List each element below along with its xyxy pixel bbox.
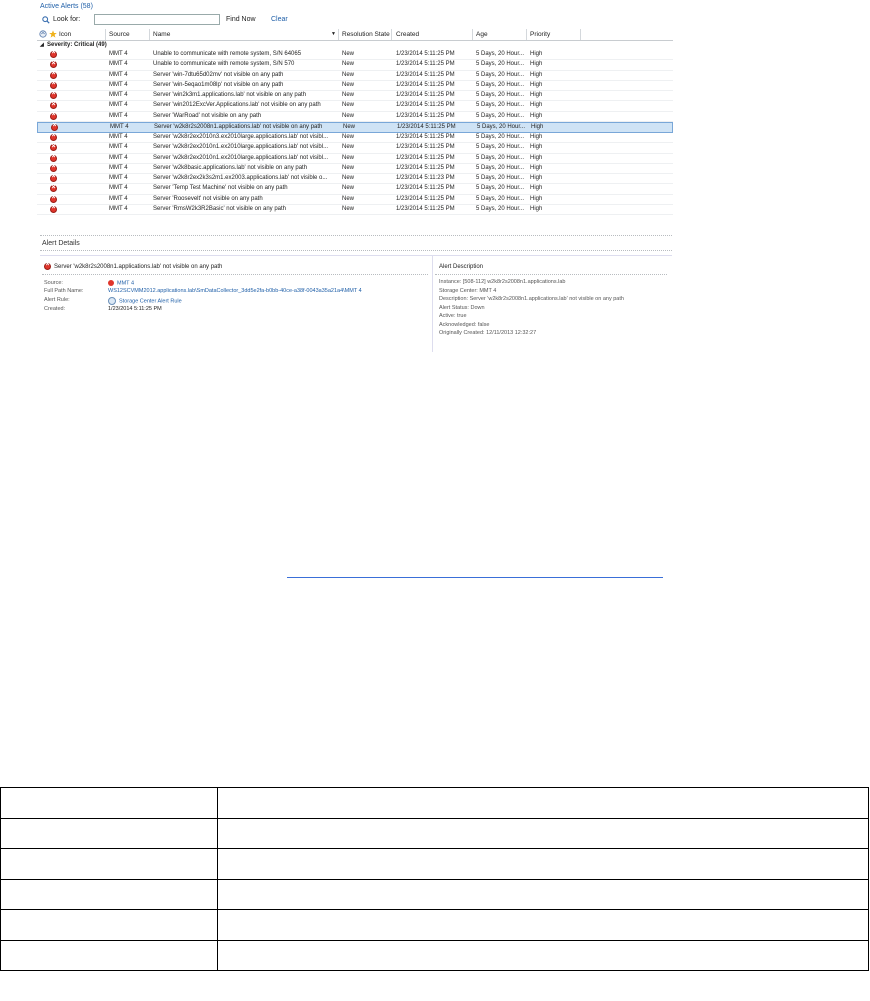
critical-alert-icon (50, 175, 57, 182)
description-line: Storage Center: MMT 4 (439, 287, 497, 294)
alert-description-text (439, 278, 624, 338)
cell-priority: High (530, 134, 543, 140)
cell-age: 5 Days, 20 Hour... (476, 61, 525, 68)
search-icon (42, 16, 50, 24)
alert-row[interactable] (37, 154, 673, 164)
cell-priority: High (530, 144, 543, 151)
cell-name: Server 'WarRoad' not visible on any path (153, 112, 262, 119)
table-row (1, 818, 869, 849)
rule-link[interactable]: Storage Center Alert Rule (119, 298, 182, 305)
critical-alert-icon (50, 113, 57, 120)
table-row (1, 910, 869, 941)
alert-row[interactable] (37, 184, 673, 194)
alert-details-left (40, 256, 433, 352)
created-label: Created: (44, 306, 66, 312)
cell-name: Server 'w2k8r2ex2010n1.ex2010large.applications.lab' not visibl... (153, 154, 329, 161)
cell-created: 1/23/2014 5:11:25 PM (396, 205, 455, 212)
column-header-name[interactable]: Name (153, 31, 171, 38)
cell-name: Server 'w2k8r2ex2k3s2m1.ex2003.applications.lab' not visible o... (153, 175, 328, 181)
alert-details-title: Alert Details (42, 240, 80, 247)
cell-priority: High (530, 71, 543, 78)
cell-resolution: New (342, 61, 355, 68)
description-line: Instance: [508-112] w2k8r2s2008n1.applications.lab (439, 279, 566, 285)
table-cell (1, 818, 218, 849)
alert-row[interactable] (37, 143, 673, 153)
cell-source: MMT 4 (110, 123, 129, 130)
table-cell (218, 910, 869, 941)
cell-source: MMT 4 (109, 195, 128, 202)
alert-row[interactable] (37, 91, 673, 101)
alert-rows (37, 50, 673, 215)
table-cell (1, 910, 218, 941)
critical-alert-icon (50, 144, 57, 151)
cell-priority: High (530, 164, 543, 171)
state-filter-icon[interactable] (39, 30, 47, 38)
description-line: Originally Created: 12/11/2013 12:32:27 (439, 330, 537, 336)
cell-resolution: New (342, 205, 355, 212)
column-header-priority[interactable]: Priority (530, 31, 551, 38)
cell-resolution: New (342, 112, 355, 119)
cell-name: Server 'win-7dtu65d02mv' not visible on any path (153, 71, 284, 78)
cell-age: 5 Days, 20 Hour... (476, 134, 525, 140)
hyperlink-underline[interactable] (287, 577, 663, 578)
cell-source: MMT 4 (109, 51, 128, 57)
collapse-triangle-icon[interactable]: ◢ (40, 42, 44, 48)
critical-alert-icon (50, 61, 57, 68)
cell-priority: High (530, 102, 543, 109)
find-now-button[interactable]: Find Now (226, 16, 256, 23)
critical-alert-icon (50, 72, 57, 79)
alert-description-panel (433, 256, 672, 352)
cell-source: MMT 4 (109, 134, 128, 140)
table-row (1, 788, 869, 819)
cell-age: 5 Days, 20 Hour... (476, 164, 525, 171)
cell-source: MMT 4 (109, 175, 128, 181)
table-cell (218, 879, 869, 910)
cell-source: MMT 4 (109, 205, 128, 212)
look-for-label: Look for: (53, 16, 81, 23)
cell-priority: High (531, 123, 544, 130)
empty-table (0, 787, 869, 971)
cell-source: MMT 4 (109, 112, 128, 119)
description-line: Acknowledged: false (439, 321, 490, 328)
cell-created: 1/23/2014 5:11:25 PM (396, 185, 455, 192)
cell-age: 5 Days, 20 Hour... (476, 71, 525, 78)
cell-created: 1/23/2014 5:11:25 PM (397, 123, 456, 130)
cell-age: 5 Days, 20 Hour... (476, 205, 525, 212)
cell-source: MMT 4 (109, 164, 128, 171)
cell-source: MMT 4 (109, 185, 128, 192)
table-cell (218, 818, 869, 849)
critical-alert-icon (50, 92, 57, 99)
alert-row[interactable] (37, 122, 673, 133)
alert-row[interactable] (37, 112, 673, 122)
alert-description-title: Alert Description (439, 264, 484, 270)
cell-priority: High (530, 92, 543, 98)
cell-resolution: New (342, 185, 355, 192)
cell-priority: High (530, 175, 543, 181)
cell-created: 1/23/2014 5:11:25 PM (396, 154, 455, 161)
cell-created: 1/23/2014 5:11:25 PM (396, 102, 455, 109)
cell-name: Server 'Temp Test Machine' not visible on any path (153, 185, 288, 192)
cell-resolution: New (342, 51, 355, 57)
search-bar (40, 14, 670, 28)
cell-resolution: New (342, 195, 355, 202)
cell-resolution: New (343, 123, 356, 130)
cell-age: 5 Days, 20 Hour... (476, 51, 525, 57)
critical-alert-icon (50, 185, 57, 192)
source-link[interactable]: MMT 4 (117, 280, 135, 287)
cell-resolution: New (342, 81, 355, 88)
table-cell (1, 879, 218, 910)
table-cell (218, 940, 869, 971)
cell-age: 5 Days, 20 Hour... (476, 195, 525, 202)
table-cell (1, 940, 218, 971)
cell-created: 1/23/2014 5:11:25 PM (396, 164, 455, 171)
cell-priority: High (530, 81, 543, 88)
created-value: 1/23/2014 5:11:25 PM (108, 306, 162, 312)
critical-alert-icon (50, 206, 57, 213)
clear-button[interactable]: Clear (271, 16, 288, 23)
rule-label: Alert Rule: (44, 297, 70, 303)
column-header-icon[interactable]: Icon (59, 31, 72, 38)
grid-header (37, 29, 673, 41)
source-label: Source: (44, 280, 63, 286)
cell-resolution: New (342, 175, 355, 181)
critical-alert-icon (50, 102, 57, 109)
alert-row[interactable] (37, 81, 673, 91)
critical-alert-icon (51, 124, 58, 131)
table-row (1, 879, 869, 910)
rule-icon (108, 297, 116, 305)
cell-source: MMT 4 (109, 81, 128, 88)
cell-name: Server 'RmsW2k3R2Basic' not visible on any path (153, 205, 287, 212)
cell-age: 5 Days, 20 Hour... (476, 175, 525, 181)
alert-row[interactable] (37, 60, 673, 70)
sort-desc-icon: ▼ (331, 31, 336, 37)
cell-created: 1/23/2014 5:11:25 PM (396, 144, 455, 151)
source-alert-icon (108, 280, 114, 286)
cell-created: 1/23/2014 5:11:25 PM (396, 61, 455, 68)
cell-resolution: New (342, 164, 355, 171)
alert-row[interactable] (37, 71, 673, 81)
table-cell (1, 788, 218, 819)
description-line: Alert Status: Down (439, 304, 485, 311)
table-row (1, 940, 869, 971)
critical-alert-icon (50, 51, 57, 58)
critical-alert-icon (50, 134, 57, 141)
cell-created: 1/23/2014 5:11:23 PM (396, 175, 455, 181)
cell-name: Server 'win2k3m1.applications.lab' not visible on any path (153, 92, 307, 98)
cell-age: 5 Days, 20 Hour... (476, 112, 525, 119)
alert-row[interactable] (37, 174, 673, 184)
alert-row[interactable] (37, 164, 673, 174)
path-link[interactable]: WS12SCVMM2012.applications.lab\SmDataCollector_3dd5e2fa-b0bb-40ce-a38f-0043a35a21a4\MMT 4 (108, 288, 362, 294)
column-header-age[interactable]: Age (476, 31, 488, 38)
cell-name: Server 'w2k8r2ex2010n1.ex2010large.applications.lab' not visibl... (153, 144, 329, 151)
search-input[interactable] (94, 14, 220, 25)
cell-resolution: New (342, 134, 355, 140)
details-heading-text: Server 'w2k8r2s2008n1.applications.lab' not visible on any path (54, 264, 223, 270)
severity-group-label: Severity: Critical (49) (47, 42, 107, 48)
cell-name: Server 'win2012ExcVer.Applications.lab' not visible on any path (153, 102, 321, 109)
column-header-created[interactable]: Created (396, 31, 420, 38)
table-cell (218, 849, 869, 880)
cell-name: Server 'w2k8basic.applications.lab' not visible on any path (153, 164, 308, 171)
table-cell (218, 788, 869, 819)
cell-source: MMT 4 (109, 61, 128, 68)
critical-alert-icon (50, 165, 57, 172)
cell-name: Unable to communicate with remote system, S/N 570 (153, 61, 295, 68)
cell-priority: High (530, 154, 543, 161)
cell-source: MMT 4 (109, 144, 128, 151)
alert-row[interactable] (37, 50, 673, 60)
cell-created: 1/23/2014 5:11:25 PM (396, 71, 455, 78)
cell-age: 5 Days, 20 Hour... (476, 81, 525, 88)
cell-priority: High (530, 185, 543, 192)
star-icon (49, 30, 57, 38)
cell-created: 1/23/2014 5:11:25 PM (396, 195, 455, 202)
column-header-resolution[interactable]: Resolution State (342, 31, 390, 38)
cell-name: Server 'win-5eqao1m08lp' not visible on any path (153, 81, 284, 88)
cell-priority: High (530, 61, 543, 68)
cell-source: MMT 4 (109, 92, 128, 98)
cell-priority: High (530, 195, 543, 202)
cell-source: MMT 4 (109, 71, 128, 78)
critical-alert-icon (50, 82, 57, 89)
cell-resolution: New (342, 144, 355, 151)
cell-age: 5 Days, 20 Hour... (476, 92, 525, 98)
alert-row[interactable] (37, 205, 673, 215)
cell-resolution: New (342, 154, 355, 161)
alert-row[interactable] (37, 101, 673, 111)
cell-resolution: New (342, 102, 355, 109)
scom-console (36, 0, 672, 351)
severity-group-header[interactable] (37, 41, 673, 50)
cell-age: 5 Days, 20 Hour... (476, 154, 525, 161)
cell-name: Server 'Roosevelt' not visible on any path (153, 195, 263, 202)
critical-alert-icon (50, 196, 57, 203)
alert-row[interactable] (37, 133, 673, 143)
cell-source: MMT 4 (109, 154, 128, 161)
cell-name: Server 'w2k8r2ex2010n3.ex2010large.applications.lab' not visibl... (153, 134, 329, 140)
cell-age: 5 Days, 20 Hour... (476, 185, 525, 192)
critical-alert-icon (50, 155, 57, 162)
description-line: Description: Server 'w2k8r2s2008n1.applications.lab' not visible on any path (439, 296, 624, 302)
cell-resolution: New (342, 71, 355, 78)
cell-created: 1/23/2014 5:11:25 PM (396, 112, 455, 119)
cell-created: 1/23/2014 5:11:25 PM (396, 92, 455, 98)
cell-age: 5 Days, 20 Hour... (476, 144, 525, 151)
window-title: Active Alerts (58) (40, 3, 93, 10)
cell-resolution: New (342, 92, 355, 98)
cell-name: Unable to communicate with remote system, S/N 64065 (153, 51, 302, 57)
description-line: Active: true (439, 313, 467, 319)
alert-row[interactable] (37, 195, 673, 205)
cell-name: Server 'w2k8r2s2008n1.applications.lab' not visible on any path (154, 123, 323, 130)
cell-priority: High (530, 205, 543, 212)
cell-source: MMT 4 (109, 102, 128, 109)
alerts-grid (37, 29, 673, 215)
cell-priority: High (530, 51, 543, 57)
column-header-source[interactable]: Source (109, 31, 130, 38)
cell-created: 1/23/2014 5:11:25 PM (396, 51, 455, 57)
path-label: Full Path Name: (44, 288, 84, 294)
table-cell (1, 849, 218, 880)
cell-created: 1/23/2014 5:11:25 PM (396, 134, 455, 140)
cell-age: 5 Days, 20 Hour... (477, 123, 526, 130)
cell-priority: High (530, 112, 543, 119)
alert-details-panel (40, 255, 672, 352)
table-row (1, 849, 869, 880)
critical-alert-icon (44, 263, 51, 270)
cell-age: 5 Days, 20 Hour... (476, 102, 525, 109)
cell-created: 1/23/2014 5:11:25 PM (396, 81, 455, 88)
